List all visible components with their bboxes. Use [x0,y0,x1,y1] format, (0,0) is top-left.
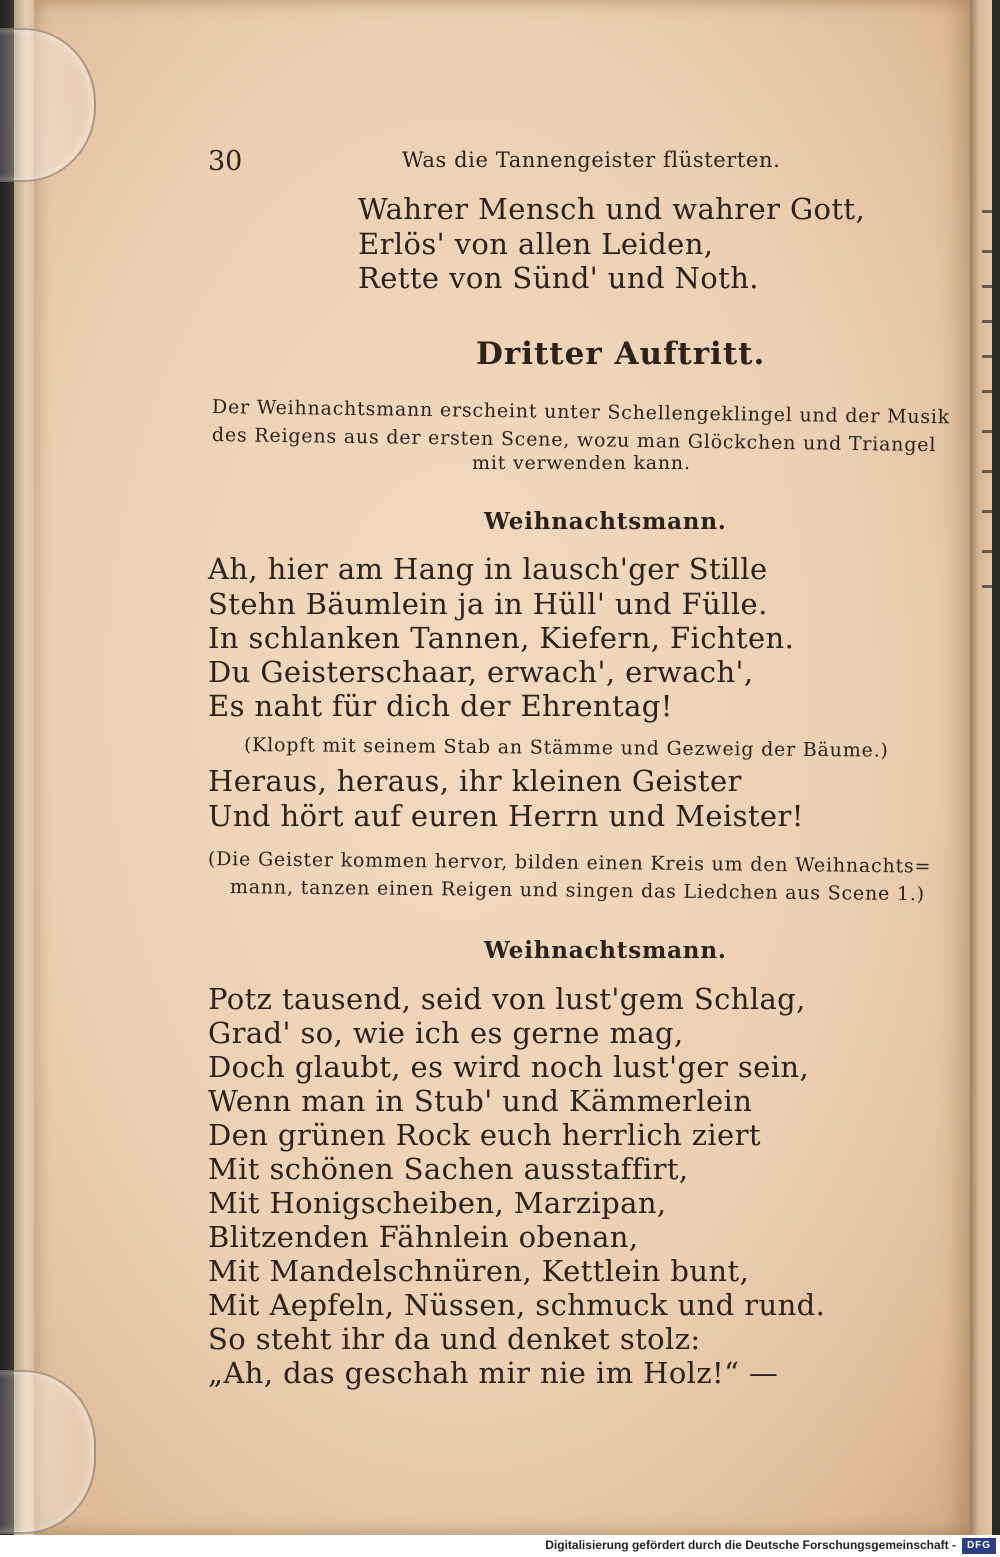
next-page-edge [970,0,1000,1535]
verse-line: Erlös' von allen Leiden, [358,227,714,261]
dfg-logo: DFG [962,1538,996,1554]
stage-direction-line: (Klopft mit seinem Stab an Stämme und Gezweig der Bäume.) [243,734,889,762]
verse-line: „Ah, das geschah mir nie im Holz!“ — [208,1356,779,1390]
stage-direction-line: (Die Geister kommen hervor, bilden einen Kreis um den Weihnachts= [207,848,932,878]
verse-line: Stehn Bäumlein ja in Hüll' und Fülle. [208,587,768,621]
page-number: 30 [208,146,243,177]
verse-line: Grad' so, wie ich es gerne mag, [208,1016,684,1050]
verse-line: Den grünen Rock euch herrlich ziert [208,1118,761,1152]
digitization-footer [0,1535,1000,1557]
verse-line: Mit Honigscheiben, Marzipan, [208,1186,667,1220]
verse-line: Blitzenden Fähnlein obenan, [208,1220,639,1254]
verse-line: Heraus, heraus, ihr kleinen Geister [208,764,742,798]
stage-direction-line: Der Weihnachtsmann erscheint unter Schellengeklingel und der Musik [211,396,951,429]
scene-heading: Dritter Auftritt. [476,336,766,372]
verse-line: Mit Aepfeln, Nüssen, schmuck und rund. [208,1288,826,1322]
stage-direction-line: des Reigens aus der ersten Scene, wozu man Glöckchen und Triangel [211,424,937,457]
running-title: Was die Tannengeister flüsterten. [402,148,781,172]
verse-line: Rette von Sünd' und Noth. [358,261,759,295]
speaker-name: Weihnachtsmann. [484,508,727,535]
verse-line: Du Geisterschaar, erwach', erwach', [208,655,754,689]
verse-line: Und hört auf euren Herrn und Meister! [208,799,804,833]
funding-credit: Digitalisierung gefördert durch die Deutsche Forschungsgemeinschaft - [545,1538,956,1552]
verse-line: So steht ihr da und denket stolz: [208,1322,701,1356]
verse-line: Wenn man in Stub' und Kämmerlein [208,1084,753,1118]
verse-line: Doch glaubt, es wird noch lust'ger sein, [208,1050,810,1084]
page-sheet [34,0,978,1535]
verse-line: Es naht für dich der Ehrentag! [208,689,673,723]
verse-line: Mit schönen Sachen ausstaffirt, [208,1152,689,1186]
stage-direction-line: mann, tanzen einen Reigen und singen das Liedchen aus Scene 1.) [229,876,926,906]
book-spine [992,0,1000,1535]
speaker-name: Weihnachtsmann. [484,937,727,964]
verse-line: Potz tausend, seid von lust'gem Schlag, [208,982,806,1016]
verse-line: Wahrer Mensch und wahrer Gott, [358,192,866,226]
verse-line: In schlanken Tannen, Kiefern, Fichten. [208,621,795,655]
stage-direction-line: mit verwenden kann. [472,452,691,474]
verse-line: Ah, hier am Hang in lausch'ger Stille [208,552,768,586]
verse-line: Mit Mandelschnüren, Kettlein bunt, [208,1254,750,1288]
